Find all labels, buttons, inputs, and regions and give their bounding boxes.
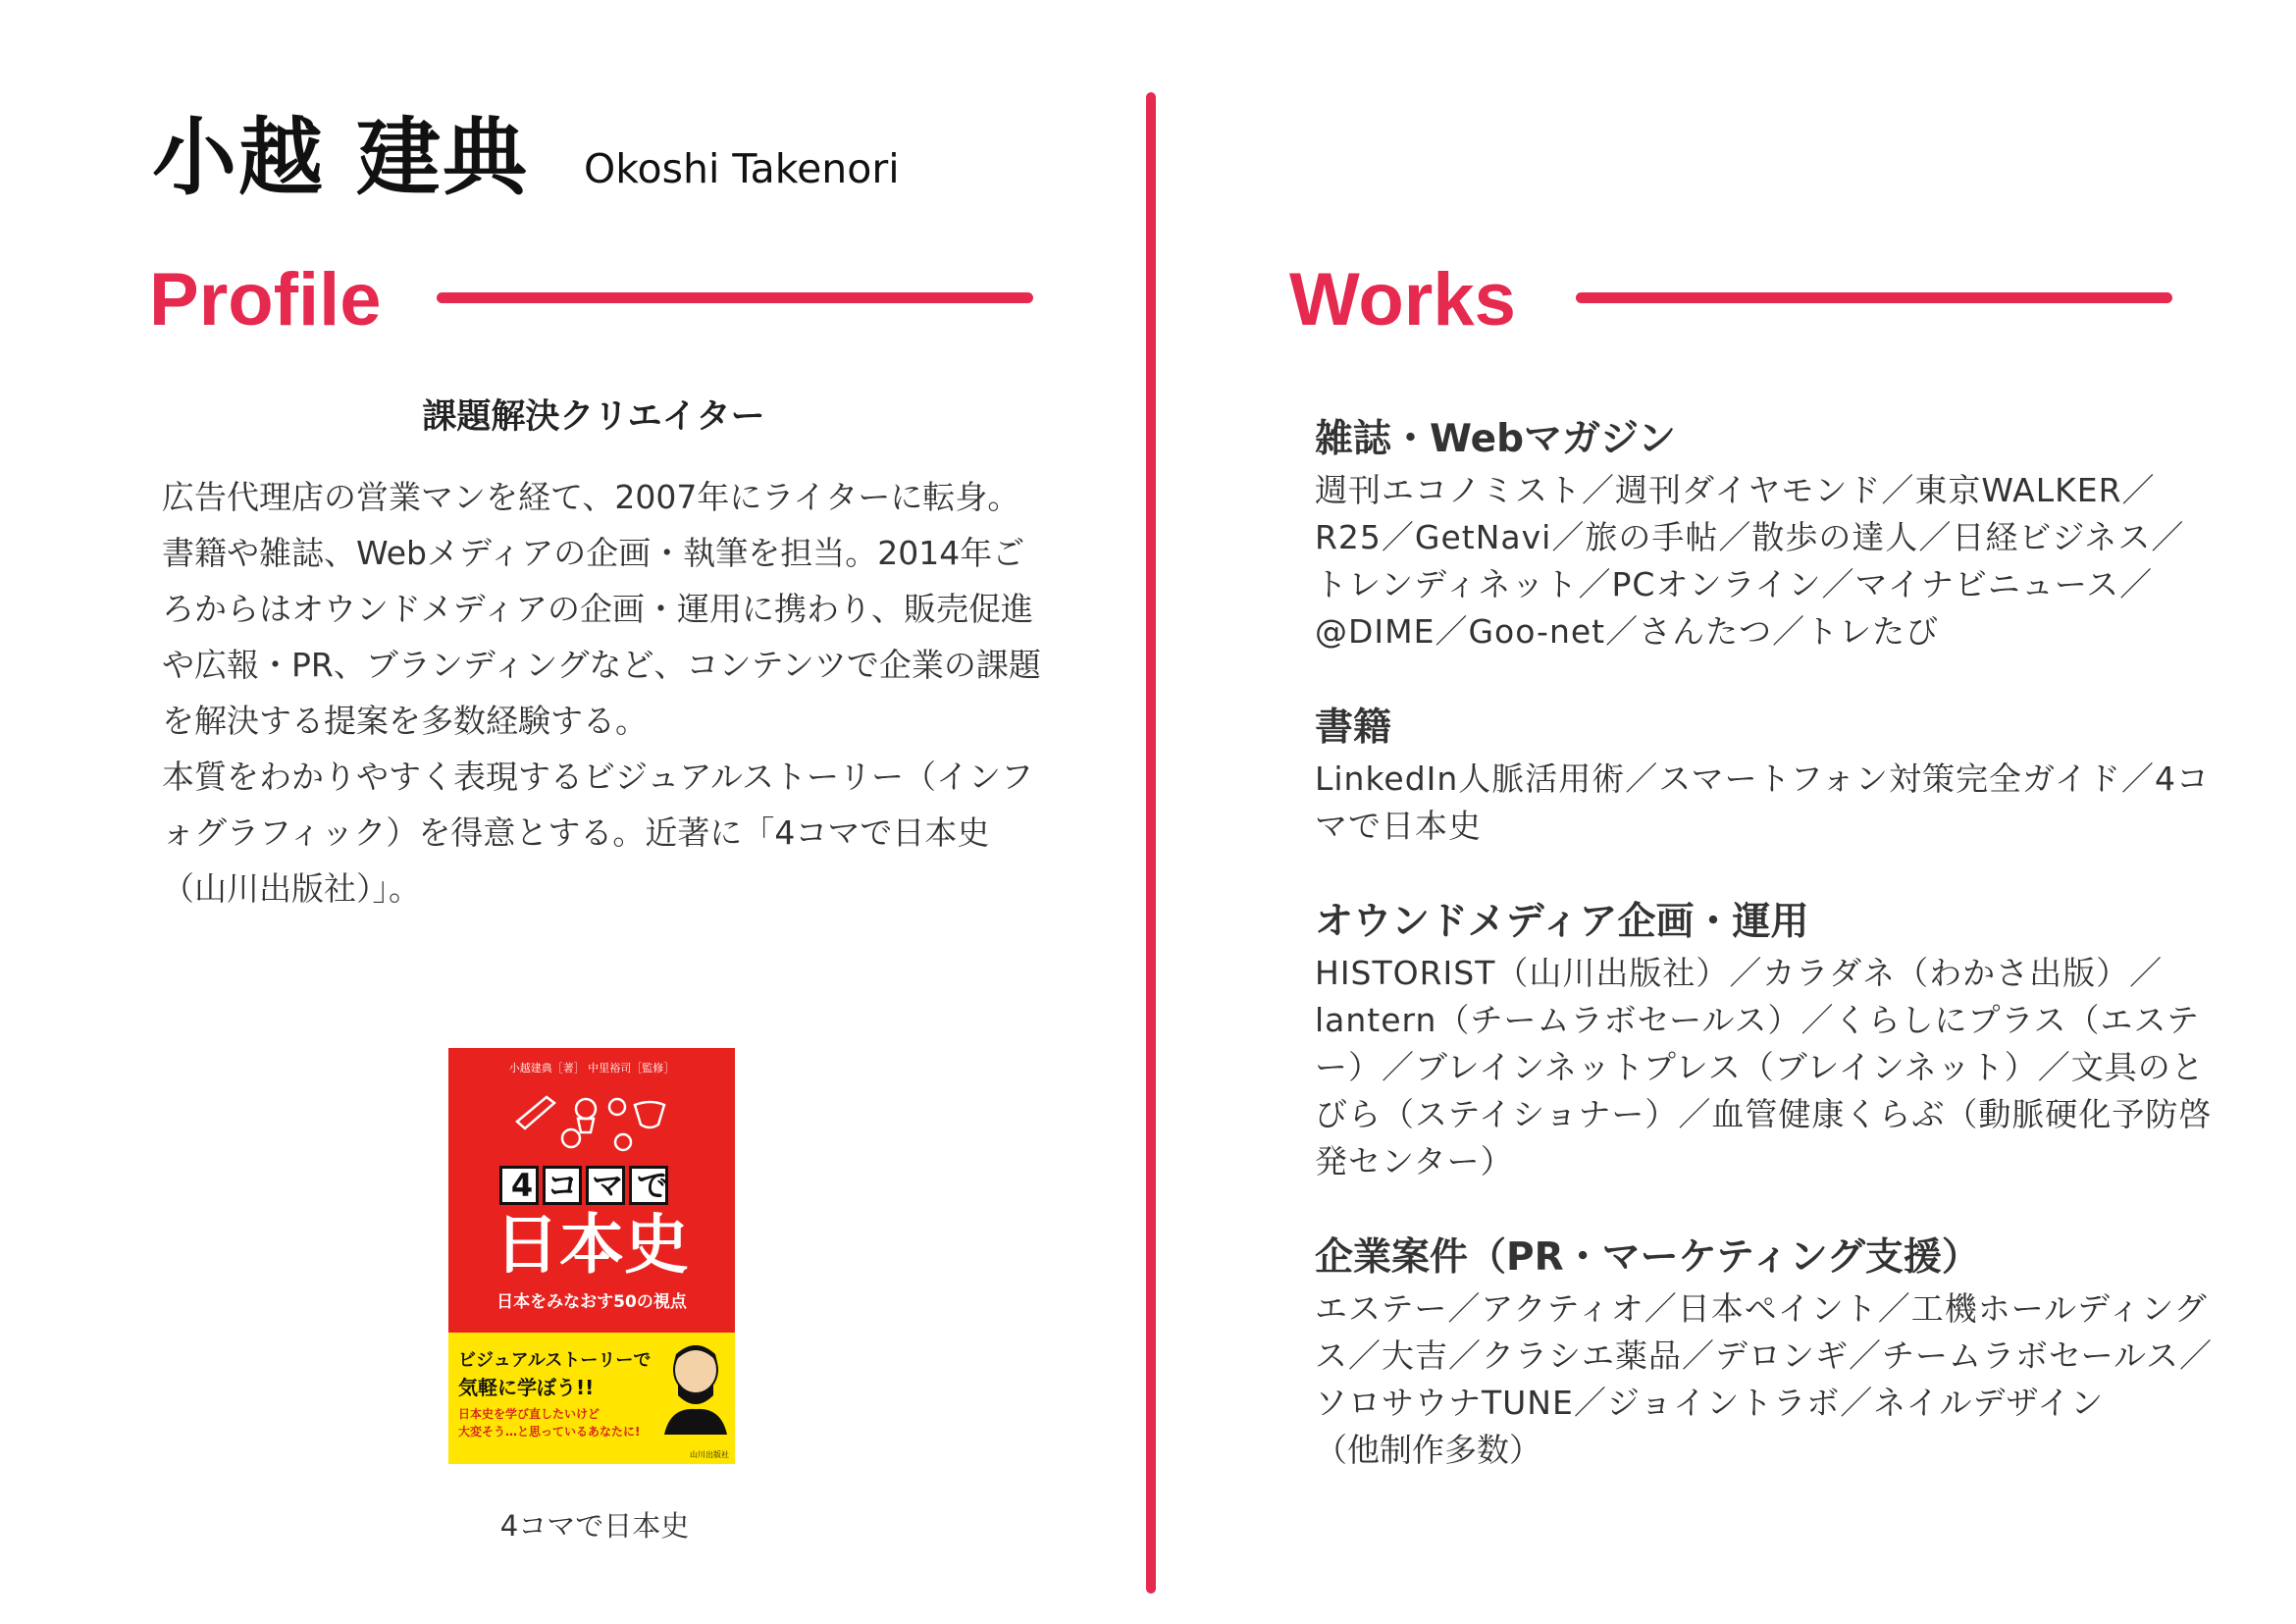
- works-title-rule: [1576, 292, 2172, 303]
- works-group-heading: 雑誌・Webマガジン: [1315, 417, 1677, 461]
- works-group-books: [1315, 701, 2218, 850]
- profile-body: [162, 469, 1045, 917]
- book-title-main: 日本史: [495, 1207, 689, 1283]
- works-group-text: エステー／アクティオ／日本ペイント／工機ホールディングス／大吉／クラシエ薬品／デロンギ／チームラボセールス／ソロサウナTUNE／ジョイントラボ／ネイルデザイン: [1315, 1289, 2214, 1422]
- samurai-illustration-icon: [656, 1336, 731, 1435]
- book-illustrations-icon: [507, 1077, 679, 1161]
- book-cover-image: [448, 1048, 735, 1464]
- works-group-corporate: [1315, 1231, 2218, 1474]
- works-group-text: LinkedIn人脈活用術／スマートフォン対策完全ガイド／4コマで日本史: [1315, 760, 2211, 845]
- column-divider: [1146, 92, 1156, 1594]
- book-authors: 小越建典［著］ 中里裕司［監修］: [508, 1062, 675, 1074]
- book-yellow-band: [448, 1333, 735, 1464]
- name-english: Okoshi Takenori: [584, 145, 900, 192]
- book-publisher: 山川出版社: [690, 1450, 729, 1459]
- works-group-heading: 書籍: [1315, 706, 1392, 750]
- works-group-heading: 企業案件（PR・マーケティング支援）: [1315, 1235, 1980, 1280]
- works-group-magazines: [1315, 412, 2218, 655]
- book-band-line: 日本史を学び直したいけど: [458, 1407, 600, 1421]
- works-group-owned-media: [1315, 895, 2218, 1185]
- book-subtitle: 日本をみなおす50の視点: [496, 1292, 687, 1312]
- book-title-top: 4コマで: [510, 1167, 683, 1204]
- works-group-heading: オウンドメディア企画・運用: [1315, 900, 1809, 944]
- profile-title-rule: [437, 292, 1033, 303]
- book-band-line: 大変そう…と思っているあなたに!: [458, 1425, 641, 1439]
- works-group-note: （他制作多数）: [1315, 1431, 1541, 1469]
- profile-paragraph: 本質をわかりやすく表現するビジュアルストーリー（インフォグラフィック）を得意とする。近著に「4コマで日本史（山川出版社）」。: [162, 758, 1034, 908]
- book-band-line: 気軽に学ぼう!!: [458, 1376, 595, 1399]
- name-japanese: 小越 建典: [152, 109, 529, 207]
- works-group-text: HISTORIST（山川出版社）／カラダネ（わかさ出版）／lantern（チームラボセールス）／くらしにプラス（エステー）／ブレインネットプレス（ブレインネット）／文具のとびら（ステイショナー）／血管健康くらぶ（動脈硬化予防啓発センター）: [1315, 954, 2213, 1180]
- works-list: [1315, 412, 2218, 1519]
- book-band-line: ビジュアルストーリーで: [458, 1350, 652, 1371]
- book-caption: 4コマで日本史: [499, 1509, 690, 1543]
- works-title: Works: [1289, 258, 1516, 341]
- profile-tagline: 課題解決クリエイター: [422, 397, 765, 437]
- profile-title: Profile: [149, 258, 382, 341]
- works-group-text: 週刊エコノミスト／週刊ダイヤモンド／東京WALKER／R25／GetNavi／旅の手帖／散歩の達人／日経ビジネス／トレンディネット／PCオンライン／マイナビニュース／@DIME／Goo-net／さんたつ／トレたび: [1315, 471, 2185, 651]
- profile-paragraph: 広告代理店の営業マンを経て、2007年にライターに転身。書籍や雑誌、Webメディアの企画・執筆を担当。2014年ごろからはオウンドメディアの企画・運用に携わり、販売促進や広報・PR、ブランディングなど、コンテンツで企業の課題を解決する提案を多数経験する。: [162, 478, 1041, 740]
